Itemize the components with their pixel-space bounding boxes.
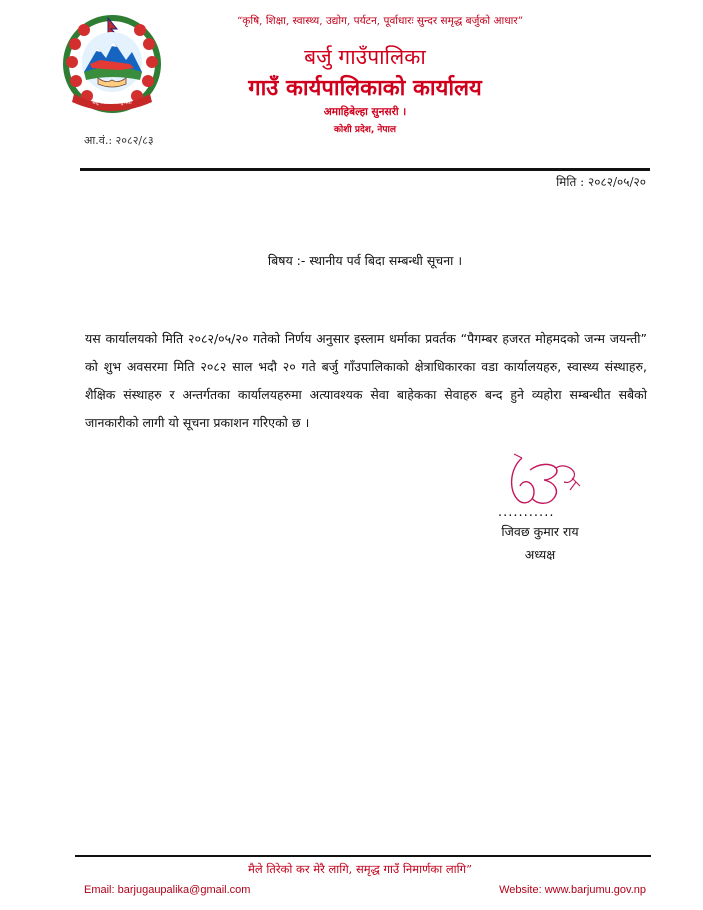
letter-body: यस कार्यालयको मिति २०८२/०५/२० गतेको निर्णय अनुसार इस्लाम धर्माका प्रवर्तक “पैगम्बर हजरत मोहमदको जन्म जयन्ती” को शुभ अवसरमा मिति २०८२ साल भदौ २० गते बर्जु गाँउपालिकाको क्षेत्राधिकारका वडा कार्यालयहरु, स्वास्थ्य संस्थाहरु, शैक्षिक संस्थाहरु र अन्तर्गतका कार्यालयहरुमा अत्यावश्यक सेवा बाहेकका सेवाहरु बन्द हुने व्यहोरा सम्बन्धीत सबैको जानकारीको लागी यो सूचना प्रकाशन गरिएको छ । <box>85 331 647 430</box>
footer-slogan: मैले तिरेको कर मेरै लागि, समृद्ध गाउँ निमार्णका लागि” <box>247 862 472 876</box>
letter-date: मिति : २०८२/०५/२० <box>556 175 646 189</box>
signature-line: ........... <box>498 505 555 520</box>
letter-subject: बिषय :- स्थानीय पर्व बिदा सम्बन्धी सूचना । <box>267 253 463 268</box>
handwritten-signature <box>500 450 590 512</box>
signer-title: अध्यक्ष <box>524 547 556 562</box>
office-title: गाउँ कार्यपालिकाको कार्यालय <box>248 76 482 101</box>
header-slogan: “कृषि, शिक्षा, स्वास्थ्य, उद्योग, पर्यटन, पूर्वाधारः सुन्दर समृद्ध बर्जुको आधार” <box>236 15 524 27</box>
footer-email[interactable]: Email: barjugaupalika@gmail.com <box>84 884 251 896</box>
address-line-2: कोशी प्रदेश, नेपाल <box>334 125 396 135</box>
footer-website[interactable]: Website: www.barjumu.gov.np <box>499 884 646 896</box>
signature-icon <box>500 450 590 512</box>
footer-divider <box>75 855 651 857</box>
header-divider <box>80 168 650 171</box>
address-line-1: अमाहिबेल्हा सुनसरी । <box>323 106 407 118</box>
svg-text:बर्जु गाउँपालिका सुनसरी: बर्जु गाउँपालिका सुनसरी <box>92 101 132 106</box>
fiscal-year: आ.वं.: २०८२/८३ <box>84 134 154 147</box>
municipality-name: बर्जु गाउँपालिका <box>304 45 426 69</box>
signer-name: जिवछ कुमार राय <box>501 524 579 539</box>
